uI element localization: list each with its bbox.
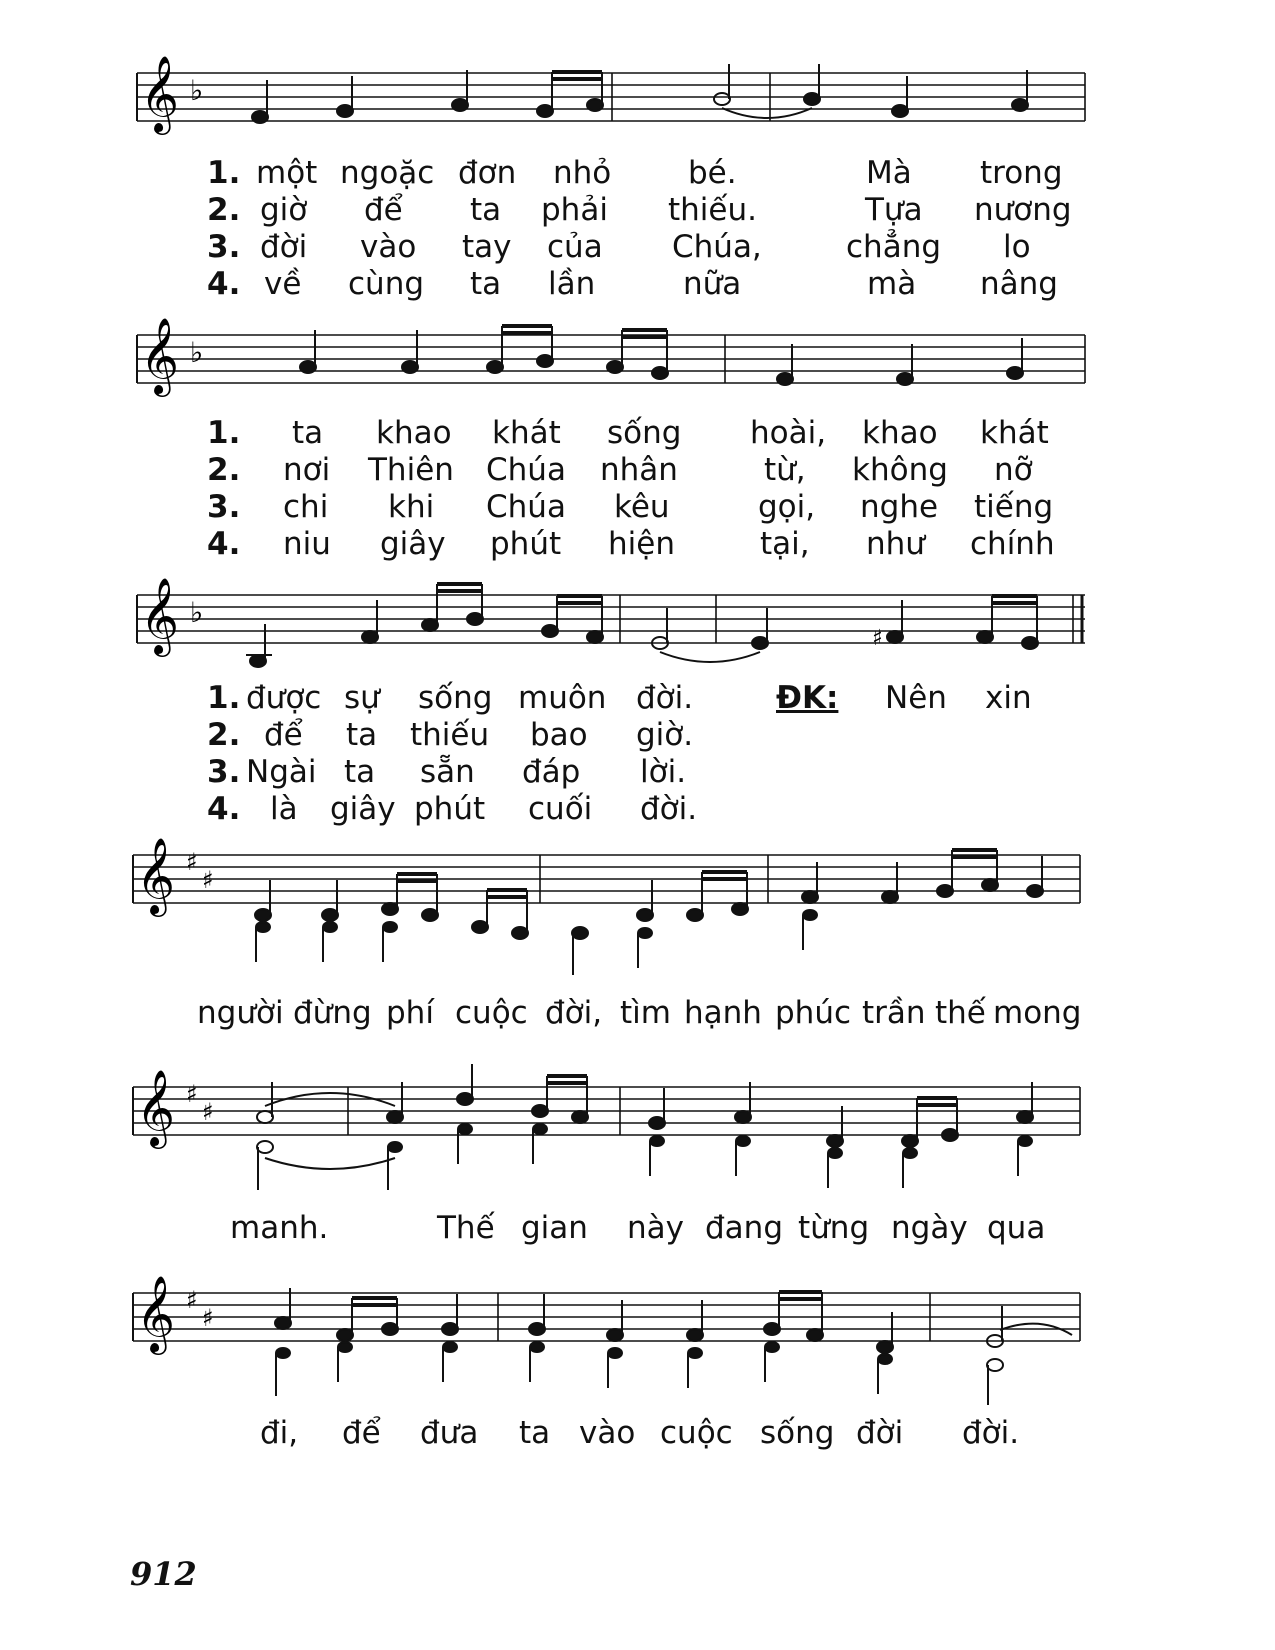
lyric-word: bao bbox=[530, 717, 588, 753]
lyric-word: đời. bbox=[640, 791, 698, 827]
lyric-word: chi bbox=[283, 489, 329, 525]
verse-number: 3. bbox=[207, 489, 241, 525]
lyric-word: phúc bbox=[775, 995, 852, 1031]
treble-clef-icon: 𝄞 bbox=[140, 577, 180, 654]
lyric-word: nghe bbox=[860, 489, 939, 525]
sharp-icon: ♯ bbox=[186, 848, 198, 876]
lyric-word: vào bbox=[360, 229, 417, 265]
verse-number: 3. bbox=[207, 229, 241, 265]
lyric-word: khao bbox=[862, 415, 938, 451]
lyric-word: là bbox=[270, 791, 298, 827]
lyric-word: thế bbox=[935, 995, 986, 1031]
lyric-word: tiếng bbox=[974, 489, 1054, 525]
lyric-word: nâng bbox=[980, 266, 1058, 302]
treble-clef-icon: 𝄞 bbox=[136, 837, 176, 914]
lyric-word: thiếu bbox=[410, 717, 490, 753]
lyric-word: mong bbox=[993, 995, 1082, 1031]
lyric-word: phí bbox=[386, 995, 434, 1031]
lyric-word: giờ bbox=[260, 192, 308, 228]
lyric-word: ta bbox=[519, 1415, 551, 1451]
verse-number: 4. bbox=[207, 266, 241, 302]
lyric-word: đời. bbox=[636, 680, 694, 716]
refrain-marker: ĐK: bbox=[776, 680, 839, 716]
treble-clef-icon: 𝄞 bbox=[136, 1069, 176, 1146]
lyric-word: Chúa, bbox=[672, 229, 762, 265]
verse-number: 2. bbox=[207, 452, 241, 488]
lyric-word: Tựa bbox=[865, 192, 923, 228]
lyric-word: được bbox=[246, 680, 322, 716]
lyric-word: phải bbox=[541, 192, 608, 228]
lyric-word: đưa bbox=[420, 1415, 479, 1451]
lyric-word: niu bbox=[283, 526, 331, 562]
lyric-word: giây bbox=[380, 526, 446, 562]
treble-clef-icon: 𝄞 bbox=[136, 1275, 176, 1352]
lyric-word: ngoặc bbox=[340, 155, 435, 191]
sharp-icon: ♯ bbox=[872, 626, 883, 651]
lyric-word: xin bbox=[985, 680, 1032, 716]
verse-number: 2. bbox=[207, 192, 241, 228]
lyric-word: cuộc bbox=[455, 995, 528, 1031]
sharp-icon: ♯ bbox=[186, 1080, 198, 1108]
lyric-word: đời bbox=[856, 1415, 904, 1451]
sharp-icon: ♯ bbox=[202, 1098, 214, 1126]
lyric-word: muôn bbox=[518, 680, 607, 716]
verse-number: 3. bbox=[207, 754, 241, 790]
lyric-word: Thế bbox=[437, 1210, 495, 1246]
treble-clef-icon: 𝄞 bbox=[140, 317, 180, 394]
flat-icon: ♭ bbox=[190, 74, 204, 107]
lyric-word: ta bbox=[292, 415, 324, 451]
lyric-word: Chúa bbox=[486, 452, 566, 488]
lyric-word: sự bbox=[344, 680, 380, 716]
lyric-word: phút bbox=[414, 791, 486, 827]
lyric-word: nữa bbox=[683, 266, 742, 302]
lyric-word: nhỏ bbox=[553, 155, 612, 191]
page-number: 912 bbox=[130, 1555, 197, 1593]
lyric-word: để bbox=[264, 717, 303, 753]
lyric-word: cuối bbox=[528, 791, 593, 827]
lyric-word: để bbox=[342, 1415, 381, 1451]
lyric-word: trần bbox=[862, 995, 926, 1031]
lyric-word: manh. bbox=[230, 1210, 329, 1246]
lyric-word: hạnh bbox=[684, 995, 762, 1031]
lyric-word: nỡ bbox=[994, 452, 1033, 488]
lyric-word: gọi, bbox=[758, 489, 816, 525]
lyric-word: như bbox=[866, 526, 925, 562]
lyric-word: đời bbox=[260, 229, 308, 265]
lyric-word: về bbox=[264, 266, 302, 302]
lyric-word: không bbox=[852, 452, 948, 488]
lyric-word: Thiên bbox=[368, 452, 454, 488]
lyric-word: nơi bbox=[283, 452, 331, 488]
verse-number: 1. bbox=[207, 415, 241, 451]
lyric-word: ta bbox=[470, 192, 502, 228]
flat-icon: ♭ bbox=[190, 336, 204, 369]
lyric-word: thiếu. bbox=[668, 192, 757, 228]
verse-number: 2. bbox=[207, 717, 241, 753]
verse-number: 4. bbox=[207, 526, 241, 562]
lyric-word: đơn bbox=[458, 155, 517, 191]
lyric-word: bé. bbox=[688, 155, 737, 191]
lyric-word: tìm bbox=[620, 995, 671, 1031]
lyric-word: cuộc bbox=[660, 1415, 733, 1451]
lyric-word: chẳng bbox=[846, 229, 942, 265]
lyric-word: lần bbox=[548, 266, 596, 302]
lyric-word: ngày bbox=[891, 1210, 968, 1246]
flat-icon: ♭ bbox=[190, 596, 204, 629]
lyric-word: sẵn bbox=[420, 754, 475, 790]
lyric-word: ta bbox=[344, 754, 376, 790]
lyric-word: sống bbox=[607, 415, 682, 451]
lyric-word: đáp bbox=[522, 754, 581, 790]
lyric-word: kêu bbox=[614, 489, 670, 525]
lyric-word: vào bbox=[579, 1415, 636, 1451]
lyric-word: sống bbox=[418, 680, 493, 716]
verse-number: 4. bbox=[207, 791, 241, 827]
lyric-word: khi bbox=[388, 489, 435, 525]
sharp-icon: ♯ bbox=[202, 1304, 214, 1332]
lyric-word: giờ. bbox=[636, 717, 694, 753]
lyric-word: hiện bbox=[608, 526, 675, 562]
lyric-word: nương bbox=[974, 192, 1072, 228]
lyric-word: lo bbox=[1003, 229, 1031, 265]
lyric-word: khao bbox=[376, 415, 452, 451]
lyric-word: mà bbox=[867, 266, 917, 302]
lyric-word: đời. bbox=[962, 1415, 1020, 1451]
lyric-word: trong bbox=[980, 155, 1063, 191]
lyric-word: để bbox=[364, 192, 403, 228]
lyric-word: chính bbox=[970, 526, 1055, 562]
lyric-word: cùng bbox=[348, 266, 425, 302]
lyric-word: giây bbox=[330, 791, 396, 827]
lyric-word: Chúa bbox=[486, 489, 566, 525]
lyric-word: tại, bbox=[760, 526, 810, 562]
lyric-word: từ, bbox=[764, 452, 806, 488]
lyric-word: ta bbox=[470, 266, 502, 302]
lyric-word: Mà bbox=[866, 155, 912, 191]
lyric-word: một bbox=[256, 155, 318, 191]
sharp-icon: ♯ bbox=[202, 866, 214, 894]
lyric-word: Nên bbox=[885, 680, 947, 716]
lyric-word: qua bbox=[987, 1210, 1046, 1246]
lyric-word: của bbox=[547, 229, 603, 265]
lyric-word: đang bbox=[705, 1210, 783, 1246]
lyric-word: tay bbox=[462, 229, 512, 265]
treble-clef-icon: 𝄞 bbox=[140, 55, 180, 132]
sharp-icon: ♯ bbox=[186, 1286, 198, 1314]
lyric-word: này bbox=[627, 1210, 684, 1246]
verse-number: 1. bbox=[207, 155, 241, 191]
lyric-word: ta bbox=[346, 717, 378, 753]
lyric-word: hoài, bbox=[750, 415, 827, 451]
lyric-word: lời. bbox=[640, 754, 687, 790]
lyric-word: phút bbox=[490, 526, 562, 562]
lyric-word: khát bbox=[980, 415, 1049, 451]
lyric-word: gian bbox=[521, 1210, 588, 1246]
lyric-word: khát bbox=[492, 415, 561, 451]
lyric-word: người bbox=[197, 995, 284, 1031]
lyric-word: đi, bbox=[260, 1415, 299, 1451]
lyric-word: Ngài bbox=[246, 754, 317, 790]
verse-number: 1. bbox=[207, 680, 241, 716]
lyric-word: từng bbox=[798, 1210, 870, 1246]
lyric-word: nhân bbox=[600, 452, 678, 488]
lyric-word: đời, bbox=[545, 995, 603, 1031]
lyric-word: đừng bbox=[293, 995, 372, 1031]
lyric-word: sống bbox=[760, 1415, 835, 1451]
